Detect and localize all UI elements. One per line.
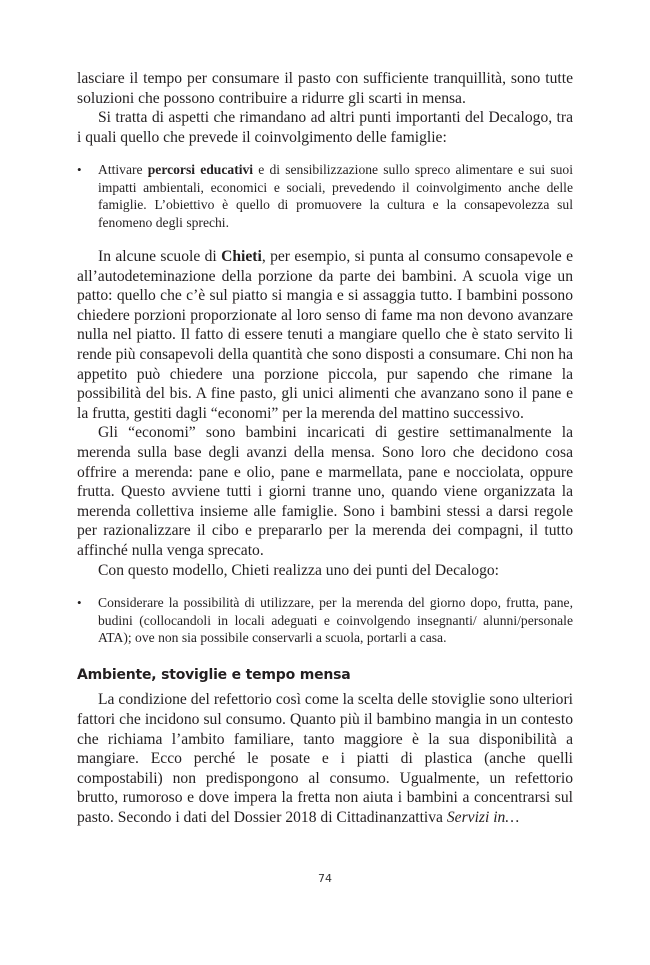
bullet-bold-phrase: percorsi educativi [147,162,254,178]
chieti-text-rest: , per esempio, si punta al consumo consapevole e all’autodeteminazione della porzione da parte dei bambini. A scuola vige un patto: quello che c’è sul piatto si mangia e si assaggia tutto. I bambini possono chiedere porzioni proporzionate al loro senso di fame ma non devono avanzare nulla nel piatto. Il fatto di essere tenuti a mangiare quello che è stato servito li rende più consapevoli della quantità che sono disposti a consumare. Chi non ha appetito può chiedere una porzione piccola, pur sapendo che rimane la possibilità del bis. A fine pasto, gli unici alimenti che avanzano sono il pane e la frutta, gestiti dagli “economi” per la merenda del mattino successivo. [77,248,573,422]
paragraph-chieti [77,247,573,423]
bullet-item-merenda [77,594,573,646]
bullet-marker: • [77,595,82,611]
chieti-text-start: In alcune scuole di [98,248,222,265]
bullet-marker: • [77,162,82,178]
refettorio-text: La condizione del refettorio così come la scelta delle stoviglie sono ulteriori fattori che incidono sul consumo. Quanto più il bambino mangia in un contesto che richiama l’ambito familiare, tanto maggiore è la sua disponibilità a mangiare. Ecco perché le posate e i piatti di plastica (anche quelli compostabili) non predispongono al consumo. Ugualmente, un refettorio brutto, rumoroso e dove impera la fretta non aiuta i bambini a concentrarsi sul pasto. Secondo i dati del Dossier 2018 di Cittadinanzattiva [77,691,573,826]
paragraph-decalogo-reference: Si tratta di aspetti che rimandano ad altri punti importanti del Decalogo, tra i quali quello che prevede il coinvolgimento delle famiglie: [77,109,573,146]
page-body [77,69,573,827]
paragraph-economi: Gli “economi” sono bambini incaricati di gestire settimanalmente la merenda sulla base degli avanzi della mensa. Sono loro che decidono cosa offrire a merenda: pane e olio, pane e marmellata, pane e nocciolata, oppure frutta. Questo avviene tutti i giorni tranne uno, quando viene organizzata la merenda collettiva insieme alle famiglie. Sono i bambini stessi a darsi regole per razionalizzare il cibo e prepararlo per la merenda dei compagni, il tutto affinché nulla venga sprecato. [77,424,573,559]
refettorio-italic-title: Servizi in… [446,808,520,826]
bullet-item-percorsi-educativi [77,161,573,231]
paragraph-refettorio [77,690,573,827]
chieti-bold: Chieti [221,248,262,265]
bullet-text-start: Attivare [98,162,148,178]
paragraph-intro-continuation: lasciare il tempo per consumare il pasto con sufficiente tranquillità, sono tutte soluzioni che possono contribuire a ridurre gli scarti in mensa. [77,70,573,107]
bullet-text: Considerare la possibilità di utilizzare, per la merenda del giorno dopo, frutta, pane, budini (collocandoli in locali adeguati e coinvolgendo insegnanti/ alunni/personale ATA); ove non sia possibile conservarli a scuola, portarli a casa. [98,595,573,645]
section-heading: Ambiente, stoviglie e tempo mensa [77,667,351,684]
page-number: 74 [318,872,332,885]
paragraph-model: Con questo modello, Chieti realizza uno dei punti del Decalogo: [98,561,500,579]
bullet-text-rest: e di sensibilizzazione sullo spreco alimentare e sui suoi impatti ambientali, economici e sociali, prevedendo il coinvolgimento anche delle famiglie. L’obiettivo è quello di promuovere la cultura e la consapevolezza sul fenomeno degli sprechi. [98,162,573,230]
bullet-text [98,161,573,231]
